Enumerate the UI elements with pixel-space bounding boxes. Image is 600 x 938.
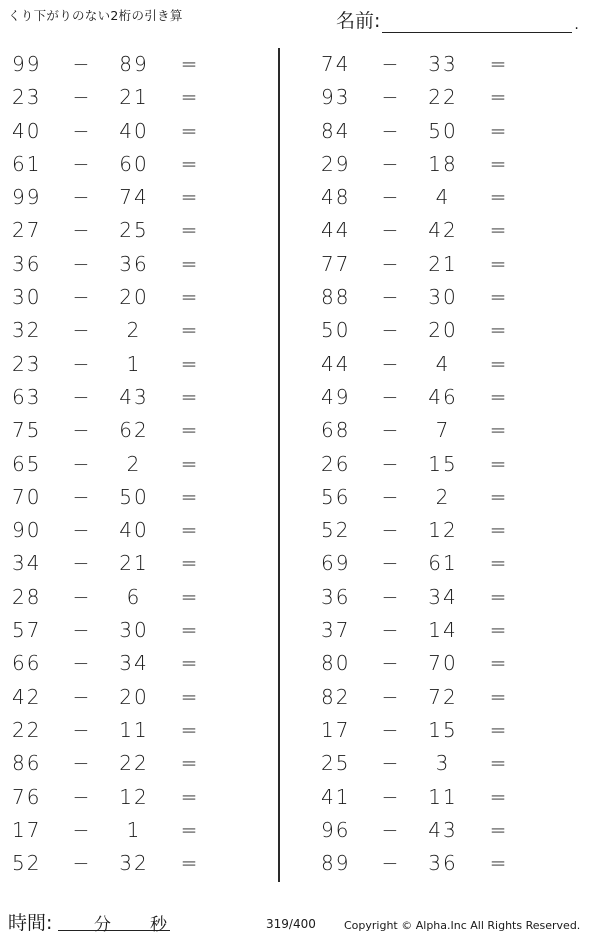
problem-row xyxy=(0,847,250,880)
problem-row xyxy=(0,214,250,247)
minuend: 57 xyxy=(12,618,42,643)
problem-row xyxy=(309,314,559,347)
subtrahend: 34 xyxy=(119,651,149,676)
minuend: 89 xyxy=(321,851,351,876)
equals-sign: = xyxy=(489,551,507,576)
minuend: 68 xyxy=(321,418,351,443)
equals-sign: = xyxy=(180,618,198,643)
equals-sign: = xyxy=(180,784,198,809)
minus-sign: − xyxy=(381,618,399,643)
subtrahend: 34 xyxy=(428,584,458,609)
subtrahend: 21 xyxy=(428,251,458,276)
minuend: 52 xyxy=(321,518,351,543)
subtrahend: 21 xyxy=(119,85,149,110)
minuend: 96 xyxy=(321,817,351,842)
problem-row xyxy=(0,547,250,580)
minus-sign: − xyxy=(381,817,399,842)
equals-sign: = xyxy=(489,518,507,543)
subtrahend: 32 xyxy=(119,851,149,876)
equals-sign: = xyxy=(180,851,198,876)
name-blank-line[interactable] xyxy=(382,15,572,33)
subtrahend: 62 xyxy=(119,418,149,443)
equals-sign: = xyxy=(489,151,507,176)
equals-sign: = xyxy=(489,851,507,876)
minuend: 65 xyxy=(12,451,42,476)
minus-sign: − xyxy=(72,384,90,409)
minuend: 93 xyxy=(321,85,351,110)
minus-sign: − xyxy=(72,851,90,876)
copyright-notice: Copyright © Alpha.Inc All Rights Reserved. xyxy=(344,919,581,932)
minuend: 90 xyxy=(12,518,42,543)
equals-sign: = xyxy=(180,717,198,742)
subtrahend: 2 xyxy=(435,484,451,509)
minus-sign: − xyxy=(72,751,90,776)
subtrahend: 43 xyxy=(428,817,458,842)
problem-row xyxy=(309,81,559,114)
equals-sign: = xyxy=(180,185,198,210)
problem-column-right xyxy=(309,48,559,880)
problem-row xyxy=(0,614,250,647)
problem-row xyxy=(0,381,250,414)
minuend: 26 xyxy=(321,451,351,476)
subtrahend: 25 xyxy=(119,218,149,243)
minus-sign: − xyxy=(381,285,399,310)
minuend: 61 xyxy=(12,151,42,176)
minuend: 69 xyxy=(321,551,351,576)
worksheet-title: くり下がりのない2桁の引き算 xyxy=(8,8,183,23)
minuend: 99 xyxy=(12,185,42,210)
equals-sign: = xyxy=(489,85,507,110)
minus-sign: − xyxy=(72,251,90,276)
minuend: 25 xyxy=(321,751,351,776)
equals-sign: = xyxy=(489,618,507,643)
equals-sign: = xyxy=(489,218,507,243)
subtrahend: 46 xyxy=(428,384,458,409)
subtrahend: 36 xyxy=(119,251,149,276)
problem-row xyxy=(309,148,559,181)
minus-sign: − xyxy=(72,218,90,243)
minus-sign: − xyxy=(72,817,90,842)
minus-sign: − xyxy=(72,185,90,210)
minus-sign: − xyxy=(381,118,399,143)
equals-sign: = xyxy=(180,251,198,276)
equals-sign: = xyxy=(489,584,507,609)
problem-row xyxy=(0,781,250,814)
minus-sign: − xyxy=(72,618,90,643)
problem-row xyxy=(309,281,559,314)
equals-sign: = xyxy=(489,651,507,676)
minus-sign: − xyxy=(72,318,90,343)
minus-sign: − xyxy=(381,551,399,576)
minus-sign: − xyxy=(381,251,399,276)
minuend: 99 xyxy=(12,52,42,76)
name-label: 名前: xyxy=(336,10,381,32)
minuend: 70 xyxy=(12,484,42,509)
problem-row xyxy=(0,747,250,780)
minuend: 32 xyxy=(12,318,42,343)
problem-row xyxy=(309,348,559,381)
equals-sign: = xyxy=(180,351,198,376)
minuend: 44 xyxy=(321,351,351,376)
minuend: 66 xyxy=(12,651,42,676)
subtrahend: 60 xyxy=(119,151,149,176)
minus-sign: − xyxy=(381,851,399,876)
minus-sign: − xyxy=(72,518,90,543)
equals-sign: = xyxy=(489,351,507,376)
equals-sign: = xyxy=(489,285,507,310)
subtrahend: 40 xyxy=(119,518,149,543)
problem-row xyxy=(0,814,250,847)
name-end-dot: . xyxy=(574,17,579,33)
footer xyxy=(0,908,600,936)
equals-sign: = xyxy=(180,151,198,176)
equals-sign: = xyxy=(180,285,198,310)
minuend: 80 xyxy=(321,651,351,676)
problem-row xyxy=(0,481,250,514)
minuend: 77 xyxy=(321,251,351,276)
equals-sign: = xyxy=(489,717,507,742)
minuend: 36 xyxy=(321,584,351,609)
subtrahend: 2 xyxy=(126,451,142,476)
equals-sign: = xyxy=(489,185,507,210)
problem-row xyxy=(0,281,250,314)
equals-sign: = xyxy=(180,118,198,143)
problem-row xyxy=(309,681,559,714)
equals-sign: = xyxy=(489,251,507,276)
equals-sign: = xyxy=(180,551,198,576)
subtrahend: 3 xyxy=(435,751,451,776)
equals-sign: = xyxy=(180,218,198,243)
column-divider xyxy=(278,48,280,882)
problem-row xyxy=(309,847,559,880)
minuend: 75 xyxy=(12,418,42,443)
minus-sign: − xyxy=(72,418,90,443)
minus-sign: − xyxy=(72,717,90,742)
minus-sign: − xyxy=(72,684,90,709)
minuend: 42 xyxy=(12,684,42,709)
subtrahend: 42 xyxy=(428,218,458,243)
equals-sign: = xyxy=(180,384,198,409)
minus-sign: − xyxy=(381,717,399,742)
minuend: 29 xyxy=(321,151,351,176)
minus-sign: − xyxy=(381,185,399,210)
equals-sign: = xyxy=(180,817,198,842)
subtrahend: 20 xyxy=(119,684,149,709)
equals-sign: = xyxy=(489,451,507,476)
problem-row xyxy=(0,181,250,214)
problem-row xyxy=(0,248,250,281)
minuend: 48 xyxy=(321,185,351,210)
minuend: 17 xyxy=(321,717,351,742)
subtrahend: 20 xyxy=(119,285,149,310)
problem-column-left xyxy=(0,48,250,880)
minus-sign: − xyxy=(381,451,399,476)
minus-sign: − xyxy=(72,118,90,143)
subtrahend: 1 xyxy=(126,351,142,376)
subtrahend: 43 xyxy=(119,384,149,409)
problem-row xyxy=(309,414,559,447)
subtrahend: 2 xyxy=(126,318,142,343)
equals-sign: = xyxy=(180,451,198,476)
equals-sign: = xyxy=(489,684,507,709)
problem-row xyxy=(0,681,250,714)
name-field-area xyxy=(336,6,579,33)
subtrahend: 72 xyxy=(428,684,458,709)
problem-row xyxy=(0,348,250,381)
problem-row xyxy=(309,647,559,680)
minus-sign: − xyxy=(72,52,90,76)
equals-sign: = xyxy=(489,318,507,343)
minuend: 82 xyxy=(321,684,351,709)
problem-row xyxy=(309,714,559,747)
minuend: 23 xyxy=(12,351,42,376)
subtrahend: 11 xyxy=(428,784,458,809)
subtrahend: 12 xyxy=(119,784,149,809)
minus-sign: − xyxy=(72,784,90,809)
minus-sign: − xyxy=(72,285,90,310)
subtrahend: 30 xyxy=(428,285,458,310)
seconds-label: 秒 xyxy=(150,915,167,935)
minuend: 86 xyxy=(12,751,42,776)
minuend: 27 xyxy=(12,218,42,243)
problem-row xyxy=(309,581,559,614)
equals-sign: = xyxy=(180,651,198,676)
problem-row xyxy=(0,314,250,347)
subtrahend: 33 xyxy=(428,52,458,76)
equals-sign: = xyxy=(489,118,507,143)
problem-row xyxy=(309,614,559,647)
subtrahend: 15 xyxy=(428,717,458,742)
subtrahend: 40 xyxy=(119,118,149,143)
minus-sign: − xyxy=(72,451,90,476)
minuend: 41 xyxy=(321,784,351,809)
minuend: 50 xyxy=(321,318,351,343)
subtrahend: 11 xyxy=(119,717,149,742)
subtrahend: 21 xyxy=(119,551,149,576)
minus-sign: − xyxy=(381,584,399,609)
problem-row xyxy=(0,581,250,614)
equals-sign: = xyxy=(489,418,507,443)
subtrahend: 89 xyxy=(119,52,149,76)
minuend: 17 xyxy=(12,817,42,842)
problem-row xyxy=(309,248,559,281)
equals-sign: = xyxy=(489,384,507,409)
subtrahend: 20 xyxy=(428,318,458,343)
minutes-label: 分 xyxy=(94,915,111,935)
minuend: 84 xyxy=(321,118,351,143)
subtrahend: 1 xyxy=(126,817,142,842)
minuend: 34 xyxy=(12,551,42,576)
subtrahend: 50 xyxy=(119,484,149,509)
subtrahend: 61 xyxy=(428,551,458,576)
equals-sign: = xyxy=(180,484,198,509)
problem-row xyxy=(0,48,250,81)
equals-sign: = xyxy=(180,584,198,609)
equals-sign: = xyxy=(180,518,198,543)
minus-sign: − xyxy=(381,684,399,709)
minuend: 30 xyxy=(12,285,42,310)
minus-sign: − xyxy=(72,351,90,376)
problem-row xyxy=(0,514,250,547)
problem-row xyxy=(309,814,559,847)
problem-row xyxy=(309,181,559,214)
subtrahend: 14 xyxy=(428,618,458,643)
minus-sign: − xyxy=(381,218,399,243)
problem-row xyxy=(309,214,559,247)
equals-sign: = xyxy=(180,52,198,76)
minus-sign: − xyxy=(72,151,90,176)
subtrahend: 4 xyxy=(435,185,451,210)
subtrahend: 6 xyxy=(126,584,142,609)
problem-row xyxy=(309,448,559,481)
minus-sign: − xyxy=(381,384,399,409)
minus-sign: − xyxy=(381,518,399,543)
minuend: 44 xyxy=(321,218,351,243)
minus-sign: − xyxy=(381,318,399,343)
problem-row xyxy=(309,115,559,148)
subtrahend: 74 xyxy=(119,185,149,210)
minuend: 88 xyxy=(321,285,351,310)
problem-row xyxy=(0,81,250,114)
minuend: 76 xyxy=(12,784,42,809)
minus-sign: − xyxy=(381,751,399,776)
minus-sign: − xyxy=(72,551,90,576)
minuend: 22 xyxy=(12,717,42,742)
problem-row xyxy=(0,448,250,481)
minus-sign: − xyxy=(72,484,90,509)
minuend: 37 xyxy=(321,618,351,643)
minus-sign: − xyxy=(381,418,399,443)
subtrahend: 30 xyxy=(119,618,149,643)
minuend: 28 xyxy=(12,584,42,609)
minus-sign: − xyxy=(381,484,399,509)
equals-sign: = xyxy=(180,751,198,776)
minuend: 49 xyxy=(321,384,351,409)
problem-row xyxy=(309,781,559,814)
minuend: 74 xyxy=(321,52,351,76)
subtrahend: 22 xyxy=(119,751,149,776)
minus-sign: − xyxy=(381,52,399,76)
problem-row xyxy=(309,48,559,81)
problem-row xyxy=(309,514,559,547)
subtrahend: 50 xyxy=(428,118,458,143)
equals-sign: = xyxy=(489,784,507,809)
equals-sign: = xyxy=(180,85,198,110)
equals-sign: = xyxy=(180,684,198,709)
problem-row xyxy=(309,381,559,414)
equals-sign: = xyxy=(489,751,507,776)
problem-row xyxy=(309,481,559,514)
subtrahend: 36 xyxy=(428,851,458,876)
minus-sign: − xyxy=(381,651,399,676)
subtrahend: 70 xyxy=(428,651,458,676)
equals-sign: = xyxy=(489,484,507,509)
problem-row xyxy=(309,547,559,580)
problem-row xyxy=(0,148,250,181)
subtrahend: 22 xyxy=(428,85,458,110)
problem-row xyxy=(0,714,250,747)
minuend: 23 xyxy=(12,85,42,110)
minus-sign: − xyxy=(72,85,90,110)
subtrahend: 4 xyxy=(435,351,451,376)
equals-sign: = xyxy=(180,318,198,343)
problem-row xyxy=(0,414,250,447)
minus-sign: − xyxy=(72,651,90,676)
minus-sign: − xyxy=(381,85,399,110)
problem-row xyxy=(309,747,559,780)
minuend: 40 xyxy=(12,118,42,143)
time-label: 時間: xyxy=(8,912,53,934)
equals-sign: = xyxy=(489,52,507,76)
minuend: 63 xyxy=(12,384,42,409)
minus-sign: − xyxy=(381,151,399,176)
subtrahend: 15 xyxy=(428,451,458,476)
page-number: 319/400 xyxy=(266,917,316,931)
minus-sign: − xyxy=(381,784,399,809)
problem-row xyxy=(0,647,250,680)
minuend: 52 xyxy=(12,851,42,876)
minuend: 36 xyxy=(12,251,42,276)
subtrahend: 12 xyxy=(428,518,458,543)
equals-sign: = xyxy=(489,817,507,842)
minus-sign: − xyxy=(72,584,90,609)
subtrahend: 7 xyxy=(435,418,451,443)
minuend: 56 xyxy=(321,484,351,509)
problem-row xyxy=(0,115,250,148)
minus-sign: − xyxy=(381,351,399,376)
subtrahend: 18 xyxy=(428,151,458,176)
equals-sign: = xyxy=(180,418,198,443)
